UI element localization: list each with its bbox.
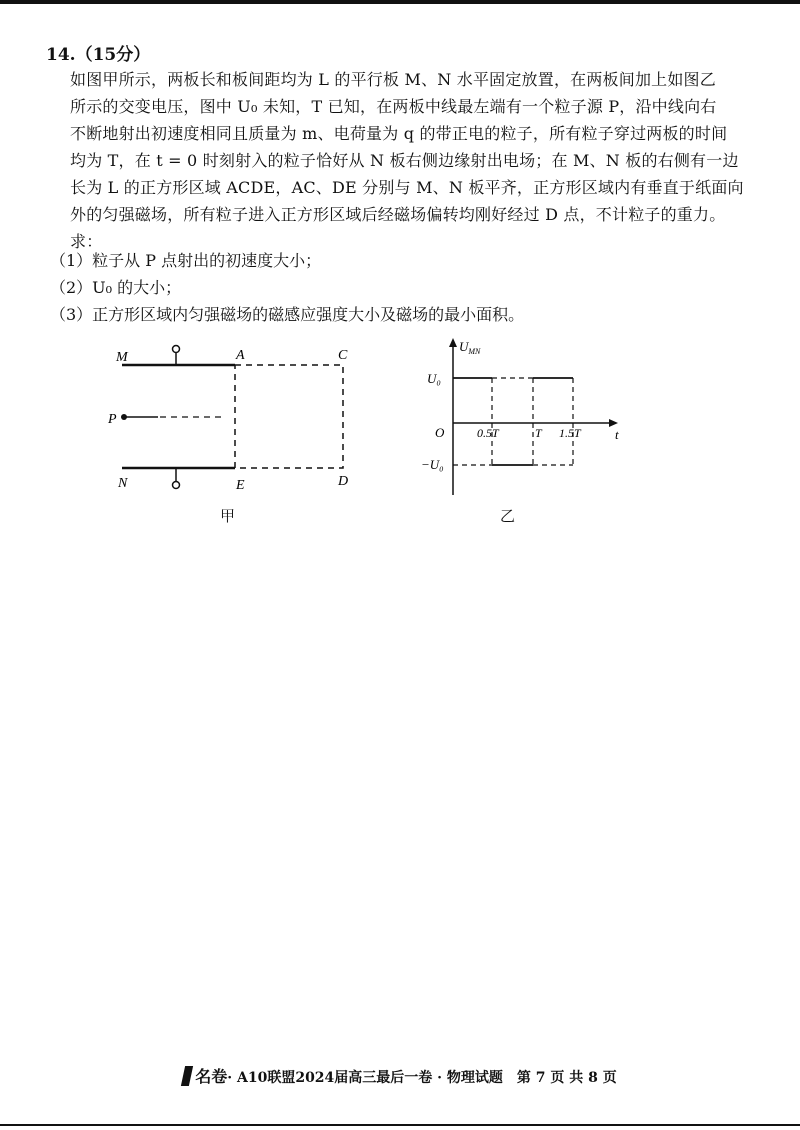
- neg-level-label: −U₀: [421, 457, 444, 472]
- brand-logo-icon: [181, 1066, 193, 1086]
- paragraph-line: 如图甲所示，两板长和板间距均为 L 的平行板 M、N 水平固定放置，在两板间加上如图乙: [70, 70, 716, 89]
- x-tick-label: 1.5T: [559, 426, 581, 440]
- label-n: N: [118, 476, 128, 491]
- sub-question-2: （2）U₀ 的大小；: [50, 278, 182, 297]
- paragraph-line: 求：: [70, 232, 103, 251]
- bottom-border-line: [0, 1124, 800, 1126]
- paragraph-line: 所示的交变电压，图中 U₀ 未知，T 已知，在两板中线最左端有一个粒子源 P，沿中线向右: [70, 97, 717, 116]
- footer-text: · A10联盟2024届高三最后一卷 · 物理试题 第 7 页 共 8 页: [227, 1070, 617, 1086]
- label-e: E: [236, 478, 245, 493]
- label-a: A: [236, 348, 245, 363]
- sub-question-1: （1）粒子从 P 点射出的初速度大小；: [50, 251, 322, 270]
- top-border-line: [0, 0, 800, 4]
- figure-jia: [100, 335, 380, 535]
- pos-level-label: U₀: [427, 371, 441, 386]
- question-paragraph: [70, 66, 760, 255]
- origin-label: O: [435, 425, 445, 440]
- label-c: C: [338, 348, 348, 363]
- paragraph-line: 不断地射出初速度相同且质量为 m、电荷量为 q 的带正电的粒子，所有粒子穿过两板的时间: [70, 124, 728, 143]
- question-number: 14.（15分）: [46, 45, 151, 65]
- paragraph-line: 外的匀强磁场，所有粒子进入正方形区域后经磁场偏转均刚好经过 D 点，不计粒子的重力。: [70, 205, 726, 224]
- figure-yi-caption: 乙: [500, 507, 516, 525]
- x-tick-label: 0.5T: [477, 426, 499, 440]
- paragraph-line: 长为 L 的正方形区域 ACDE，AC、DE 分别与 M、N 板平齐，正方形区域内有垂直于纸面向: [70, 178, 744, 197]
- y-axis-arrow: [449, 338, 457, 347]
- label-p: P: [108, 412, 117, 427]
- x-axis-label: t: [615, 427, 619, 442]
- plate-n-terminal: [173, 482, 180, 489]
- label-d: D: [338, 474, 349, 489]
- paragraph-line: 均为 T，在 t = 0 时刻射入的粒子恰好从 N 板右侧边缘射出电场；在 M、N 板的右侧有一边: [70, 151, 739, 170]
- figure-jia-caption: 甲: [220, 507, 236, 525]
- x-tick-label: T: [535, 426, 542, 440]
- plate-m-terminal: [173, 346, 180, 353]
- label-m: M: [116, 350, 128, 365]
- page-footer: [0, 1064, 800, 1087]
- sub-question-3: （3）正方形区域内匀强磁场的磁感应强度大小及磁场的最小面积。: [50, 305, 525, 324]
- figure-yi: [415, 335, 625, 510]
- square-region-acde: [235, 365, 343, 468]
- footer-brand: 名卷: [195, 1067, 228, 1086]
- y-axis-label: $U_{MN}$: [459, 339, 481, 356]
- x-axis-arrow: [609, 419, 618, 427]
